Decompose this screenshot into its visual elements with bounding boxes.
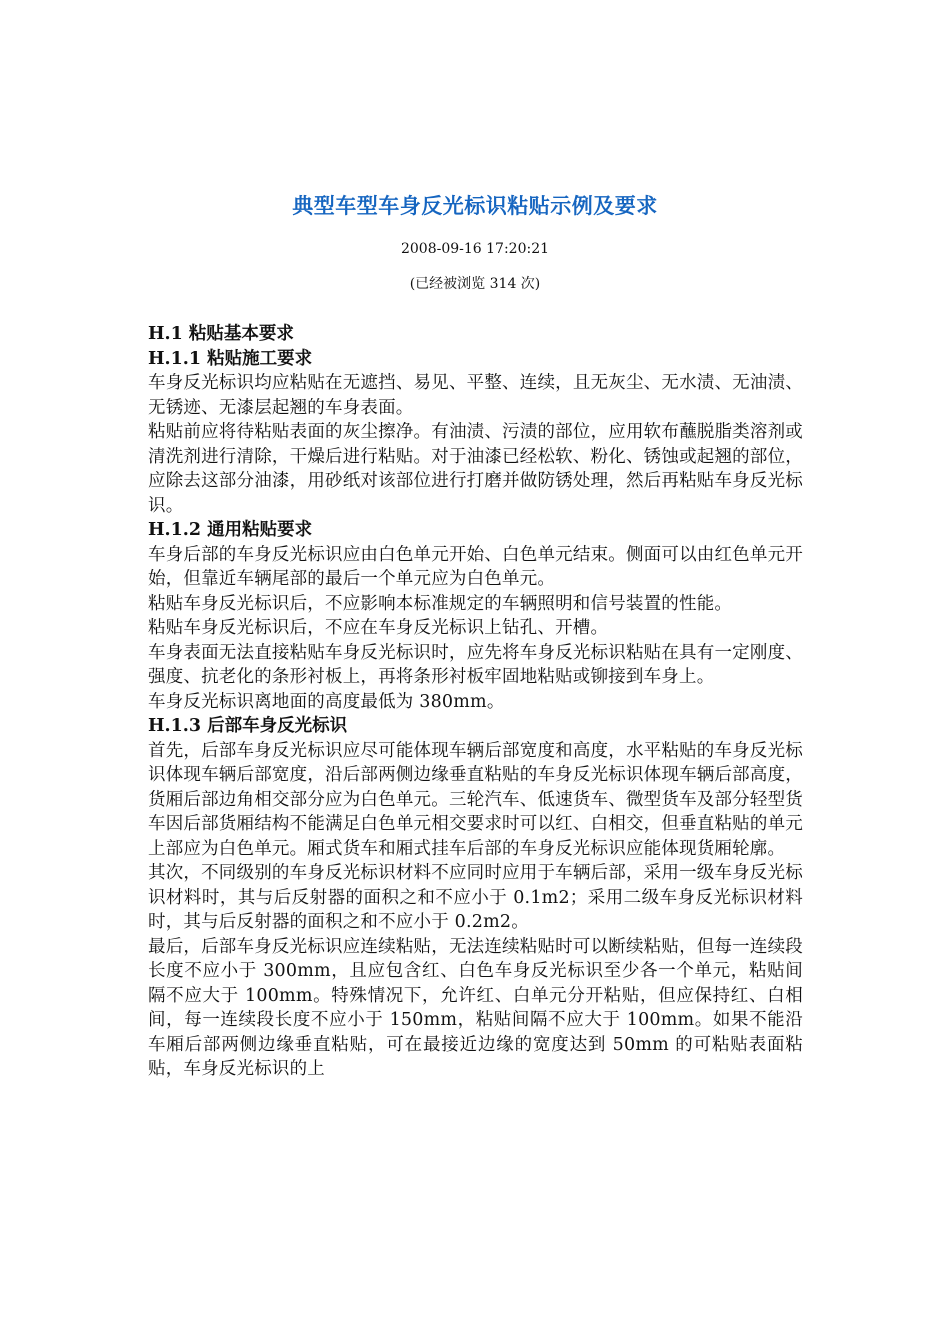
paragraph: 首先，后部车身反光标识应尽可能体现车辆后部宽度和高度，水平粘贴的车身反光标识体现车辆后部宽度，沿后部两侧边缘垂直粘贴的车身反光标识体现车辆后部高度，货厢后部边角相交部分应为白色单元。三轮汽车、低速货车、微型货车及部分轻型货车因后部货厢结构不能满足白色单元相交要求时可以红、白相交，但垂直粘贴的单元上部应为白色单元。厢式货车和厢式挂车后部的车身反光标识应能体现货厢轮廓。 bbox=[148, 740, 803, 859]
heading-h1: H.1 粘贴基本要求 bbox=[148, 324, 294, 344]
paragraph: 粘贴车身反光标识后，不应影响本标准规定的车辆照明和信号装置的性能。 bbox=[148, 593, 733, 614]
paragraph: 车身表面无法直接粘贴车身反光标识时，应先将车身反光标识粘贴在具有一定刚度、强度、抗老化的条形衬板上，再将条形衬板牢固地粘贴或铆接到车身上。 bbox=[148, 642, 803, 687]
heading-h1-1: H.1.1 粘贴施工要求 bbox=[148, 348, 313, 369]
paragraph: 车身后部的车身反光标识应由白色单元开始、白色单元结束。侧面可以由红色单元开始，但靠近车辆尾部的最后一个单元应为白色单元。 bbox=[148, 544, 803, 589]
paragraph: 最后，后部车身反光标识应连续粘贴，无法连续粘贴时可以断续粘贴，但每一连续段长度不应小于 300mm，且应包含红、白色车身反光标识至少各一个单元，粘贴间隔不应大于 100mm。特殊情况下，允许红、白单元分开粘贴，但应保持红、白相间，每一连续段长度不应小于 150mm，粘贴间隔不应大于 100mm。如果不能沿车厢后部两侧边缘垂直粘贴，可在最接近边缘的宽度达到 50mm 的可粘贴表面粘贴，车身反光标识的上 bbox=[148, 936, 803, 1079]
heading-h1-2: H.1.2 通用粘贴要求 bbox=[148, 520, 313, 540]
article-title: 典型车型车身反光标识粘贴示例及要求 bbox=[292, 194, 658, 218]
article-body bbox=[148, 322, 803, 1082]
paragraph: 粘贴车身反光标识后，不应在车身反光标识上钻孔、开槽。 bbox=[148, 618, 609, 638]
paragraph: 粘贴前应将待粘贴表面的灰尘擦净。有油渍、污渍的部位，应用软布蘸脱脂类溶剂或清洗剂进行清除，干燥后进行粘贴。对于油漆已经松软、粉化、锈蚀或起翘的部位，应除去这部分油漆，用砂纸对该部位进行打磨并做防锈处理，然后再粘贴车身反光标识。 bbox=[148, 422, 803, 516]
view-count: (已经被浏览 314 次) bbox=[409, 276, 541, 292]
paragraph: 其次，不同级别的车身反光标识材料不应同时应用于车辆后部，采用一级车身反光标识材料时，其与后反射器的面积之和不应小于 0.1m2；采用二级车身反光标识材料时，其与后反射器的面积之和不应小于 0.2m2。 bbox=[148, 863, 803, 932]
paragraph: 车身反光标识离地面的高度最低为 380mm。 bbox=[148, 691, 505, 712]
publish-date: 2008-09-16 17:20:21 bbox=[400, 241, 550, 257]
heading-h1-3: H.1.3 后部车身反光标识 bbox=[148, 716, 348, 736]
paragraph: 车身反光标识均应粘贴在无遮挡、易见、平整、连续，且无灰尘、无水渍、无油渍、无锈迹、无漆层起翘的车身表面。 bbox=[148, 373, 803, 418]
